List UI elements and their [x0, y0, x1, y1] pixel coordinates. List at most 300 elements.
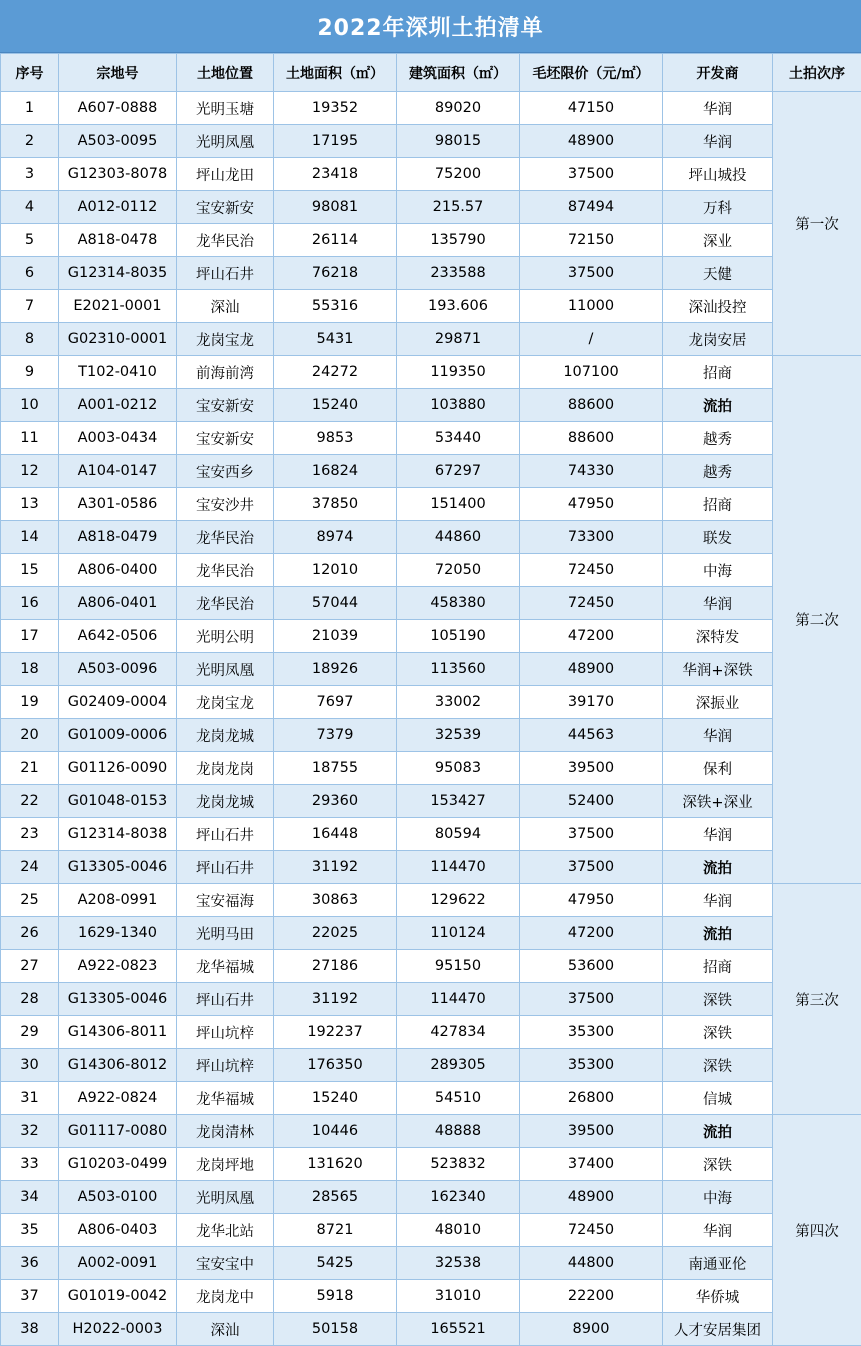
cell-price-cap: 88600	[520, 422, 663, 455]
cell-building-area: 80594	[397, 818, 520, 851]
cell-location: 前海前湾	[177, 356, 274, 389]
cell-building-area: 32539	[397, 719, 520, 752]
cell-location: 坪山龙田	[177, 158, 274, 191]
table-row	[1, 1016, 861, 1049]
cell-price-cap: 37500	[520, 983, 663, 1016]
cell-developer: 保利	[663, 752, 773, 785]
cell-price-cap: 47200	[520, 917, 663, 950]
cell-price-cap: 37500	[520, 158, 663, 191]
cell-location: 龙华民治	[177, 521, 274, 554]
cell-index: 16	[1, 587, 59, 620]
cell-developer: 深特发	[663, 620, 773, 653]
table-row	[1, 488, 861, 521]
table-row	[1, 1214, 861, 1247]
cell-building-area: 98015	[397, 125, 520, 158]
cell-index: 25	[1, 884, 59, 917]
cell-index: 7	[1, 290, 59, 323]
cell-location: 龙岗清林	[177, 1115, 274, 1148]
header-parcel-code: 宗地号	[59, 54, 177, 92]
cell-price-cap: 52400	[520, 785, 663, 818]
cell-location: 宝安福海	[177, 884, 274, 917]
cell-building-area: 95150	[397, 950, 520, 983]
cell-land-area: 18926	[274, 653, 397, 686]
cell-parcel-code: A503-0100	[59, 1181, 177, 1214]
cell-land-area: 31192	[274, 851, 397, 884]
cell-parcel-code: A503-0096	[59, 653, 177, 686]
cell-price-cap: 37500	[520, 851, 663, 884]
table-row	[1, 1313, 861, 1346]
cell-land-area: 37850	[274, 488, 397, 521]
table-row	[1, 224, 861, 257]
cell-developer: 深铁	[663, 1148, 773, 1181]
cell-parcel-code: G02409-0004	[59, 686, 177, 719]
cell-location: 龙华民治	[177, 224, 274, 257]
cell-land-area: 27186	[274, 950, 397, 983]
cell-index: 12	[1, 455, 59, 488]
cell-parcel-code: G01117-0080	[59, 1115, 177, 1148]
cell-location: 宝安新安	[177, 389, 274, 422]
cell-building-area: 75200	[397, 158, 520, 191]
table-row	[1, 1181, 861, 1214]
table-row	[1, 356, 861, 389]
header-developer: 开发商	[663, 54, 773, 92]
table-row	[1, 389, 861, 422]
cell-auction-round: 第一次	[773, 92, 861, 356]
cell-location: 深汕	[177, 1313, 274, 1346]
header-land-area: 土地面积（㎡）	[274, 54, 397, 92]
cell-auction-round: 第二次	[773, 356, 861, 884]
cell-building-area: 44860	[397, 521, 520, 554]
cell-building-area: 48010	[397, 1214, 520, 1247]
cell-parcel-code: G01019-0042	[59, 1280, 177, 1313]
cell-index: 26	[1, 917, 59, 950]
cell-parcel-code: A806-0403	[59, 1214, 177, 1247]
cell-building-area: 135790	[397, 224, 520, 257]
cell-building-area: 162340	[397, 1181, 520, 1214]
table-row	[1, 323, 861, 356]
cell-location: 龙岗龙城	[177, 785, 274, 818]
land-auction-table	[0, 53, 861, 1346]
cell-price-cap: 35300	[520, 1049, 663, 1082]
sheet-title: 2022年深圳土拍清单	[0, 0, 861, 53]
cell-price-cap: 39170	[520, 686, 663, 719]
cell-price-cap: 74330	[520, 455, 663, 488]
cell-developer: 联发	[663, 521, 773, 554]
cell-location: 龙岗宝龙	[177, 686, 274, 719]
cell-building-area: 165521	[397, 1313, 520, 1346]
cell-developer: 龙岗安居	[663, 323, 773, 356]
cell-price-cap: 44563	[520, 719, 663, 752]
cell-building-area: 33002	[397, 686, 520, 719]
table-body	[1, 92, 861, 1346]
cell-location: 龙华民治	[177, 554, 274, 587]
cell-index: 17	[1, 620, 59, 653]
cell-land-area: 12010	[274, 554, 397, 587]
cell-parcel-code: G01048-0153	[59, 785, 177, 818]
cell-location: 龙岗龙城	[177, 719, 274, 752]
cell-parcel-code: G13305-0046	[59, 983, 177, 1016]
cell-building-area: 289305	[397, 1049, 520, 1082]
table-row	[1, 125, 861, 158]
table-row	[1, 422, 861, 455]
cell-parcel-code: T102-0410	[59, 356, 177, 389]
cell-developer: 越秀	[663, 455, 773, 488]
cell-land-area: 55316	[274, 290, 397, 323]
cell-parcel-code: G01126-0090	[59, 752, 177, 785]
cell-land-area: 8974	[274, 521, 397, 554]
cell-building-area: 95083	[397, 752, 520, 785]
cell-developer: 坪山城投	[663, 158, 773, 191]
cell-price-cap: 48900	[520, 125, 663, 158]
cell-location: 坪山石井	[177, 818, 274, 851]
cell-index: 22	[1, 785, 59, 818]
cell-land-area: 16448	[274, 818, 397, 851]
cell-parcel-code: A922-0823	[59, 950, 177, 983]
cell-land-area: 5918	[274, 1280, 397, 1313]
table-row	[1, 851, 861, 884]
cell-land-area: 15240	[274, 389, 397, 422]
cell-parcel-code: A301-0586	[59, 488, 177, 521]
table-row	[1, 719, 861, 752]
cell-price-cap: 73300	[520, 521, 663, 554]
cell-price-cap: /	[520, 323, 663, 356]
cell-developer: 南通亚伦	[663, 1247, 773, 1280]
cell-building-area: 105190	[397, 620, 520, 653]
table-row	[1, 785, 861, 818]
cell-auction-round: 第四次	[773, 1115, 861, 1346]
cell-parcel-code: A104-0147	[59, 455, 177, 488]
table-row	[1, 257, 861, 290]
cell-index: 37	[1, 1280, 59, 1313]
table-row	[1, 587, 861, 620]
cell-location: 坪山石井	[177, 257, 274, 290]
cell-price-cap: 35300	[520, 1016, 663, 1049]
cell-price-cap: 22200	[520, 1280, 663, 1313]
cell-developer: 华润	[663, 587, 773, 620]
header-row	[1, 54, 861, 92]
table-row	[1, 1049, 861, 1082]
cell-price-cap: 107100	[520, 356, 663, 389]
cell-index: 20	[1, 719, 59, 752]
cell-developer: 信城	[663, 1082, 773, 1115]
cell-parcel-code: A001-0212	[59, 389, 177, 422]
cell-price-cap: 53600	[520, 950, 663, 983]
cell-index: 2	[1, 125, 59, 158]
table-row	[1, 455, 861, 488]
cell-price-cap: 8900	[520, 1313, 663, 1346]
cell-land-area: 98081	[274, 191, 397, 224]
cell-index: 10	[1, 389, 59, 422]
cell-land-area: 21039	[274, 620, 397, 653]
cell-price-cap: 37400	[520, 1148, 663, 1181]
cell-building-area: 114470	[397, 851, 520, 884]
cell-building-area: 31010	[397, 1280, 520, 1313]
cell-index: 11	[1, 422, 59, 455]
cell-land-area: 16824	[274, 455, 397, 488]
cell-index: 31	[1, 1082, 59, 1115]
cell-index: 38	[1, 1313, 59, 1346]
cell-land-area: 76218	[274, 257, 397, 290]
table-row	[1, 1115, 861, 1148]
cell-index: 30	[1, 1049, 59, 1082]
cell-building-area: 67297	[397, 455, 520, 488]
cell-parcel-code: H2022-0003	[59, 1313, 177, 1346]
cell-developer: 深铁	[663, 1049, 773, 1082]
cell-index: 15	[1, 554, 59, 587]
cell-price-cap: 11000	[520, 290, 663, 323]
cell-index: 34	[1, 1181, 59, 1214]
cell-parcel-code: G14306-8011	[59, 1016, 177, 1049]
cell-land-area: 131620	[274, 1148, 397, 1181]
cell-index: 4	[1, 191, 59, 224]
table-row	[1, 1082, 861, 1115]
cell-parcel-code: E2021-0001	[59, 290, 177, 323]
cell-land-area: 22025	[274, 917, 397, 950]
cell-building-area: 54510	[397, 1082, 520, 1115]
cell-price-cap: 37500	[520, 257, 663, 290]
table-row	[1, 290, 861, 323]
cell-location: 深汕	[177, 290, 274, 323]
cell-land-area: 30863	[274, 884, 397, 917]
cell-index: 36	[1, 1247, 59, 1280]
cell-land-area: 17195	[274, 125, 397, 158]
cell-location: 宝安西乡	[177, 455, 274, 488]
cell-land-area: 31192	[274, 983, 397, 1016]
cell-developer: 深振业	[663, 686, 773, 719]
cell-parcel-code: A607-0888	[59, 92, 177, 125]
cell-index: 6	[1, 257, 59, 290]
cell-building-area: 153427	[397, 785, 520, 818]
cell-location: 坪山石井	[177, 851, 274, 884]
cell-price-cap: 87494	[520, 191, 663, 224]
cell-developer: 招商	[663, 488, 773, 521]
cell-developer: 深汕投控	[663, 290, 773, 323]
table-row	[1, 983, 861, 1016]
cell-index: 1	[1, 92, 59, 125]
cell-land-area: 26114	[274, 224, 397, 257]
cell-parcel-code: A806-0401	[59, 587, 177, 620]
header-index: 序号	[1, 54, 59, 92]
cell-location: 龙岗宝龙	[177, 323, 274, 356]
cell-land-area: 23418	[274, 158, 397, 191]
cell-developer: 华润	[663, 818, 773, 851]
cell-index: 28	[1, 983, 59, 1016]
cell-parcel-code: A818-0478	[59, 224, 177, 257]
cell-price-cap: 72450	[520, 1214, 663, 1247]
cell-parcel-code: G10203-0499	[59, 1148, 177, 1181]
cell-location: 宝安新安	[177, 191, 274, 224]
cell-land-area: 9853	[274, 422, 397, 455]
cell-developer: 华润+深铁	[663, 653, 773, 686]
cell-index: 29	[1, 1016, 59, 1049]
table-row	[1, 884, 861, 917]
cell-developer: 中海	[663, 554, 773, 587]
cell-building-area: 72050	[397, 554, 520, 587]
cell-developer: 招商	[663, 950, 773, 983]
cell-developer: 华润	[663, 884, 773, 917]
cell-index: 9	[1, 356, 59, 389]
cell-developer: 深铁+深业	[663, 785, 773, 818]
cell-developer: 流拍	[663, 851, 773, 884]
cell-parcel-code: G12303-8078	[59, 158, 177, 191]
cell-building-area: 114470	[397, 983, 520, 1016]
cell-price-cap: 72150	[520, 224, 663, 257]
cell-building-area: 427834	[397, 1016, 520, 1049]
table-row	[1, 92, 861, 125]
cell-developer: 华润	[663, 92, 773, 125]
table-row	[1, 1280, 861, 1313]
cell-developer: 流拍	[663, 1115, 773, 1148]
cell-developer: 深铁	[663, 1016, 773, 1049]
cell-index: 5	[1, 224, 59, 257]
cell-price-cap: 72450	[520, 587, 663, 620]
table-row	[1, 950, 861, 983]
cell-price-cap: 47200	[520, 620, 663, 653]
header-auction-round: 土拍次序	[773, 54, 861, 92]
cell-land-area: 5431	[274, 323, 397, 356]
cell-land-area: 192237	[274, 1016, 397, 1049]
table-row	[1, 818, 861, 851]
cell-location: 龙华福城	[177, 1082, 274, 1115]
cell-price-cap: 88600	[520, 389, 663, 422]
cell-building-area: 29871	[397, 323, 520, 356]
cell-price-cap: 44800	[520, 1247, 663, 1280]
cell-price-cap: 47950	[520, 884, 663, 917]
cell-price-cap: 48900	[520, 653, 663, 686]
cell-land-area: 7697	[274, 686, 397, 719]
table-row	[1, 554, 861, 587]
table-row	[1, 1148, 861, 1181]
cell-parcel-code: G02310-0001	[59, 323, 177, 356]
cell-location: 光明玉塘	[177, 92, 274, 125]
cell-price-cap: 39500	[520, 1115, 663, 1148]
cell-price-cap: 48900	[520, 1181, 663, 1214]
cell-developer: 天健	[663, 257, 773, 290]
cell-index: 23	[1, 818, 59, 851]
cell-building-area: 151400	[397, 488, 520, 521]
header-building-area: 建筑面积（㎡）	[397, 54, 520, 92]
cell-building-area: 89020	[397, 92, 520, 125]
cell-building-area: 458380	[397, 587, 520, 620]
cell-building-area: 48888	[397, 1115, 520, 1148]
cell-land-area: 176350	[274, 1049, 397, 1082]
cell-location: 龙华北站	[177, 1214, 274, 1247]
cell-index: 27	[1, 950, 59, 983]
table-row	[1, 620, 861, 653]
cell-index: 14	[1, 521, 59, 554]
header-location: 土地位置	[177, 54, 274, 92]
cell-parcel-code: G12314-8035	[59, 257, 177, 290]
cell-parcel-code: A642-0506	[59, 620, 177, 653]
cell-price-cap: 47950	[520, 488, 663, 521]
cell-building-area: 523832	[397, 1148, 520, 1181]
cell-index: 24	[1, 851, 59, 884]
cell-building-area: 233588	[397, 257, 520, 290]
cell-location: 龙华福城	[177, 950, 274, 983]
cell-land-area: 10446	[274, 1115, 397, 1148]
cell-parcel-code: 1629-1340	[59, 917, 177, 950]
cell-developer: 招商	[663, 356, 773, 389]
cell-parcel-code: A503-0095	[59, 125, 177, 158]
cell-building-area: 110124	[397, 917, 520, 950]
cell-location: 宝安宝中	[177, 1247, 274, 1280]
cell-price-cap: 39500	[520, 752, 663, 785]
cell-developer: 深业	[663, 224, 773, 257]
cell-index: 3	[1, 158, 59, 191]
table-row	[1, 752, 861, 785]
cell-location: 坪山坑梓	[177, 1016, 274, 1049]
cell-parcel-code: A012-0112	[59, 191, 177, 224]
cell-location: 光明公明	[177, 620, 274, 653]
cell-location: 宝安沙井	[177, 488, 274, 521]
cell-parcel-code: A922-0824	[59, 1082, 177, 1115]
cell-developer: 华润	[663, 125, 773, 158]
cell-developer: 流拍	[663, 389, 773, 422]
cell-index: 21	[1, 752, 59, 785]
cell-index: 19	[1, 686, 59, 719]
cell-building-area: 103880	[397, 389, 520, 422]
cell-location: 龙岗龙中	[177, 1280, 274, 1313]
table-row	[1, 521, 861, 554]
cell-parcel-code: A003-0434	[59, 422, 177, 455]
cell-parcel-code: A002-0091	[59, 1247, 177, 1280]
cell-index: 35	[1, 1214, 59, 1247]
cell-index: 18	[1, 653, 59, 686]
cell-building-area: 119350	[397, 356, 520, 389]
cell-price-cap: 47150	[520, 92, 663, 125]
cell-land-area: 15240	[274, 1082, 397, 1115]
cell-land-area: 19352	[274, 92, 397, 125]
cell-location: 光明凤凰	[177, 1181, 274, 1214]
cell-location: 坪山石井	[177, 983, 274, 1016]
cell-parcel-code: A806-0400	[59, 554, 177, 587]
cell-parcel-code: G01009-0006	[59, 719, 177, 752]
cell-land-area: 57044	[274, 587, 397, 620]
cell-building-area: 129622	[397, 884, 520, 917]
cell-building-area: 32538	[397, 1247, 520, 1280]
cell-index: 33	[1, 1148, 59, 1181]
cell-location: 宝安新安	[177, 422, 274, 455]
cell-developer: 中海	[663, 1181, 773, 1214]
cell-land-area: 5425	[274, 1247, 397, 1280]
table-row	[1, 158, 861, 191]
cell-developer: 流拍	[663, 917, 773, 950]
table-row	[1, 686, 861, 719]
cell-land-area: 24272	[274, 356, 397, 389]
cell-location: 龙岗坪地	[177, 1148, 274, 1181]
cell-building-area: 53440	[397, 422, 520, 455]
cell-building-area: 193.606	[397, 290, 520, 323]
cell-land-area: 29360	[274, 785, 397, 818]
cell-developer: 华侨城	[663, 1280, 773, 1313]
cell-price-cap: 37500	[520, 818, 663, 851]
header-price-cap: 毛坯限价（元/㎡）	[520, 54, 663, 92]
cell-developer: 万科	[663, 191, 773, 224]
cell-index: 8	[1, 323, 59, 356]
cell-location: 光明凤凰	[177, 653, 274, 686]
cell-developer: 越秀	[663, 422, 773, 455]
table-row	[1, 191, 861, 224]
cell-location: 光明凤凰	[177, 125, 274, 158]
cell-parcel-code: G12314-8038	[59, 818, 177, 851]
cell-land-area: 7379	[274, 719, 397, 752]
cell-land-area: 50158	[274, 1313, 397, 1346]
cell-land-area: 8721	[274, 1214, 397, 1247]
cell-developer: 华润	[663, 1214, 773, 1247]
cell-parcel-code: G13305-0046	[59, 851, 177, 884]
cell-land-area: 28565	[274, 1181, 397, 1214]
cell-auction-round: 第三次	[773, 884, 861, 1115]
